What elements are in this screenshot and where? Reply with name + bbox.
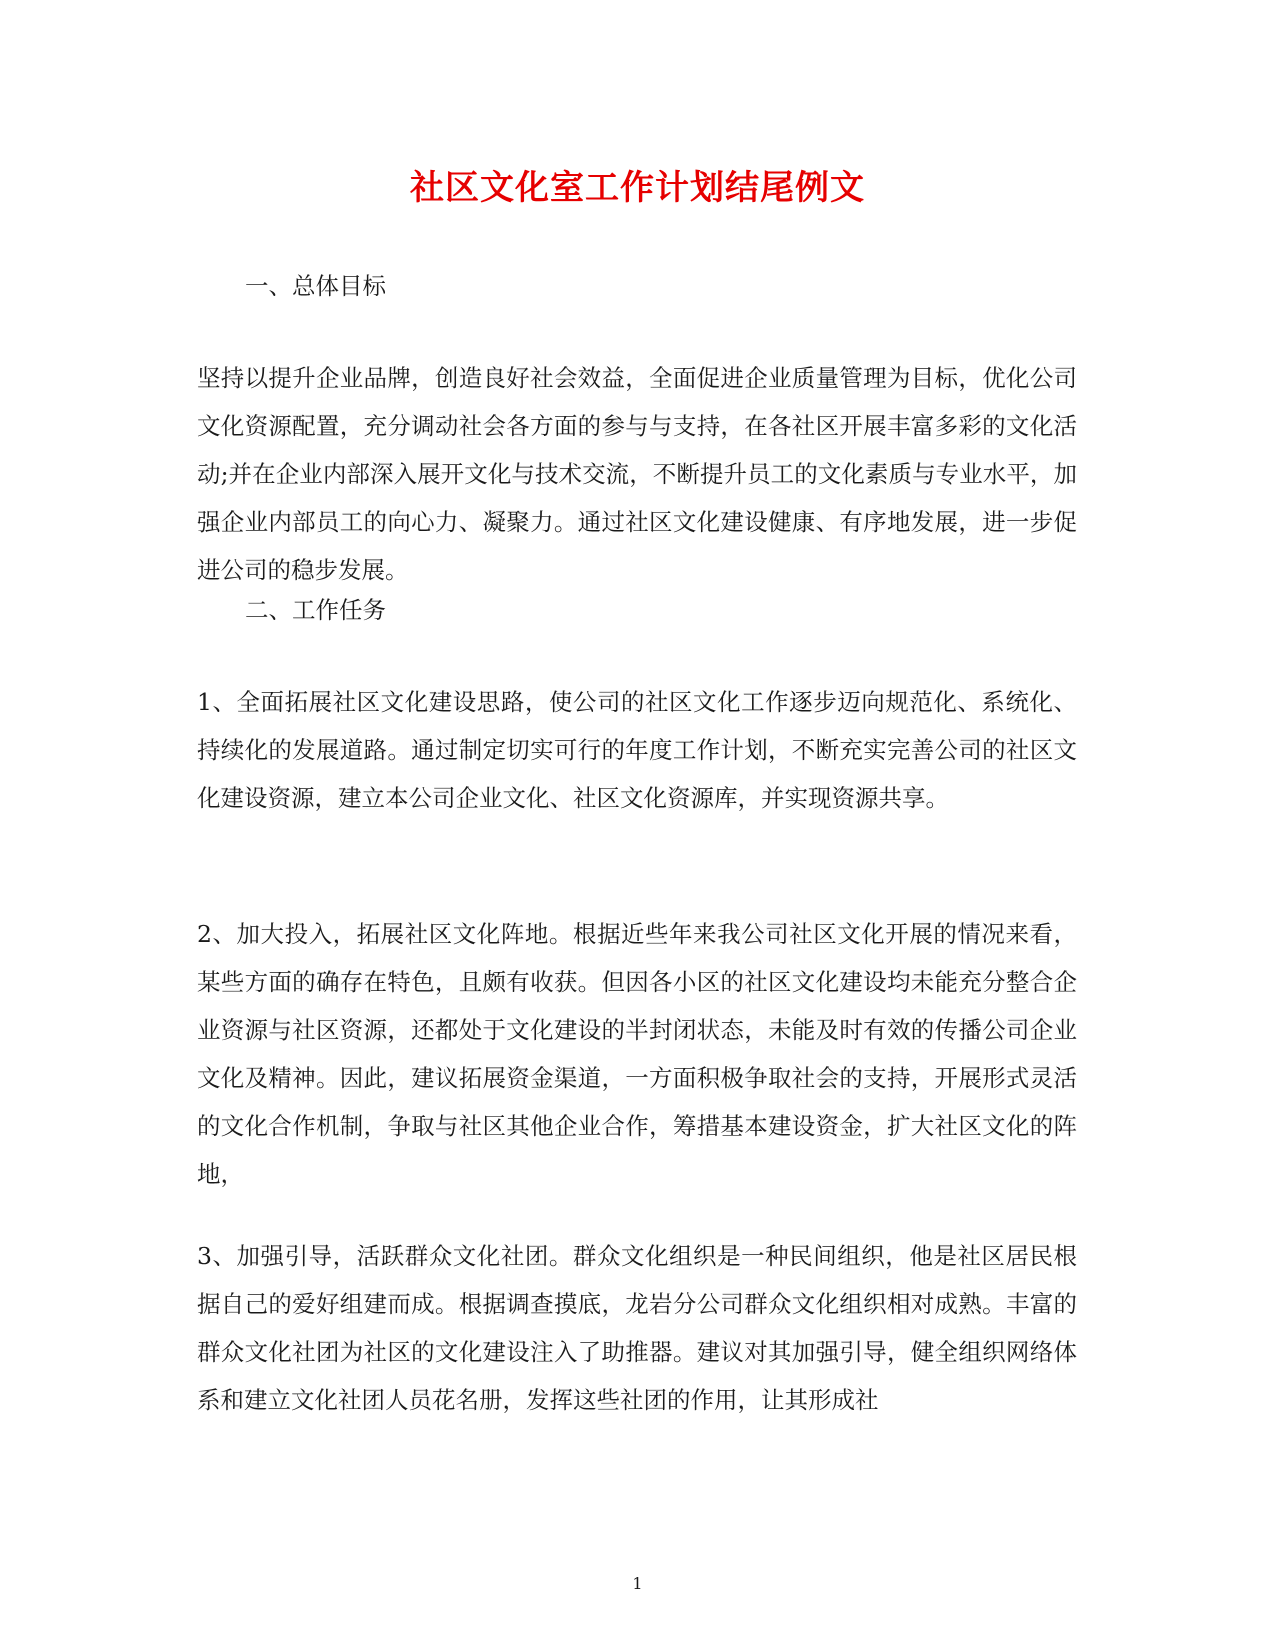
task-text: 1、全面拓展社区文化建设思路，使公司的社区文化工作逐步迈向规范化、系统化、持续化的发展道路。通过制定切实可行的年度工作计划，不断充实完善公司的社区文化建设资源，建立本公司企业文化、社区文化资源库，并实现资源共享。 (197, 688, 1077, 812)
task-item-1 (197, 678, 1077, 822)
section-heading-overall-goals: 一、总体目标 (245, 272, 386, 300)
section-heading-work-tasks: 二、工作任务 (245, 596, 386, 624)
task-item-3 (197, 1232, 1077, 1424)
task-text: 3、加强引导，活跃群众文化社团。群众文化组织是一种民间组织，他是社区居民根据自己的爱好组建而成。根据调查摸底，龙岩分公司群众文化组织相对成熟。丰富的群众文化社团为社区的文化建设注入了助推器。建议对其加强引导，健全组织网络体系和建立文化社团人员花名册，发挥这些社团的作用，让其形成社 (197, 1242, 1077, 1414)
section-paragraph-overall-goals (197, 354, 1077, 594)
task-text: 2、加大投入，拓展社区文化阵地。根据近些年来我公司社区文化开展的情况来看，某些方面的确存在特色，且颇有收获。但因各小区的社区文化建设均未能充分整合企业资源与社区资源，还都处于文化建设的半封闭状态，未能及时有效的传播公司企业文化及精神。因此，建议拓展资金渠道，一方面积极争取社会的支持，开展形式灵活的文化合作机制，争取与社区其他企业合作，筹措基本建设资金，扩大社区文化的阵地， (197, 920, 1077, 1188)
document-title: 社区文化室工作计划结尾例文 (410, 168, 865, 208)
task-item-2 (197, 910, 1077, 1198)
paragraph-text: 坚持以提升企业品牌，创造良好社会效益，全面促进企业质量管理为目标，优化公司文化资源配置，充分调动社会各方面的参与与支持，在各社区开展丰富多彩的文化活动;并在企业内部深入展开文化与技术交流，不断提升员工的文化素质与专业水平，加强企业内部员工的向心力、凝聚力。通过社区文化建设健康、有序地发展，进一步促进公司的稳步发展。 (197, 364, 1077, 584)
page-number: 1 (632, 1574, 643, 1593)
